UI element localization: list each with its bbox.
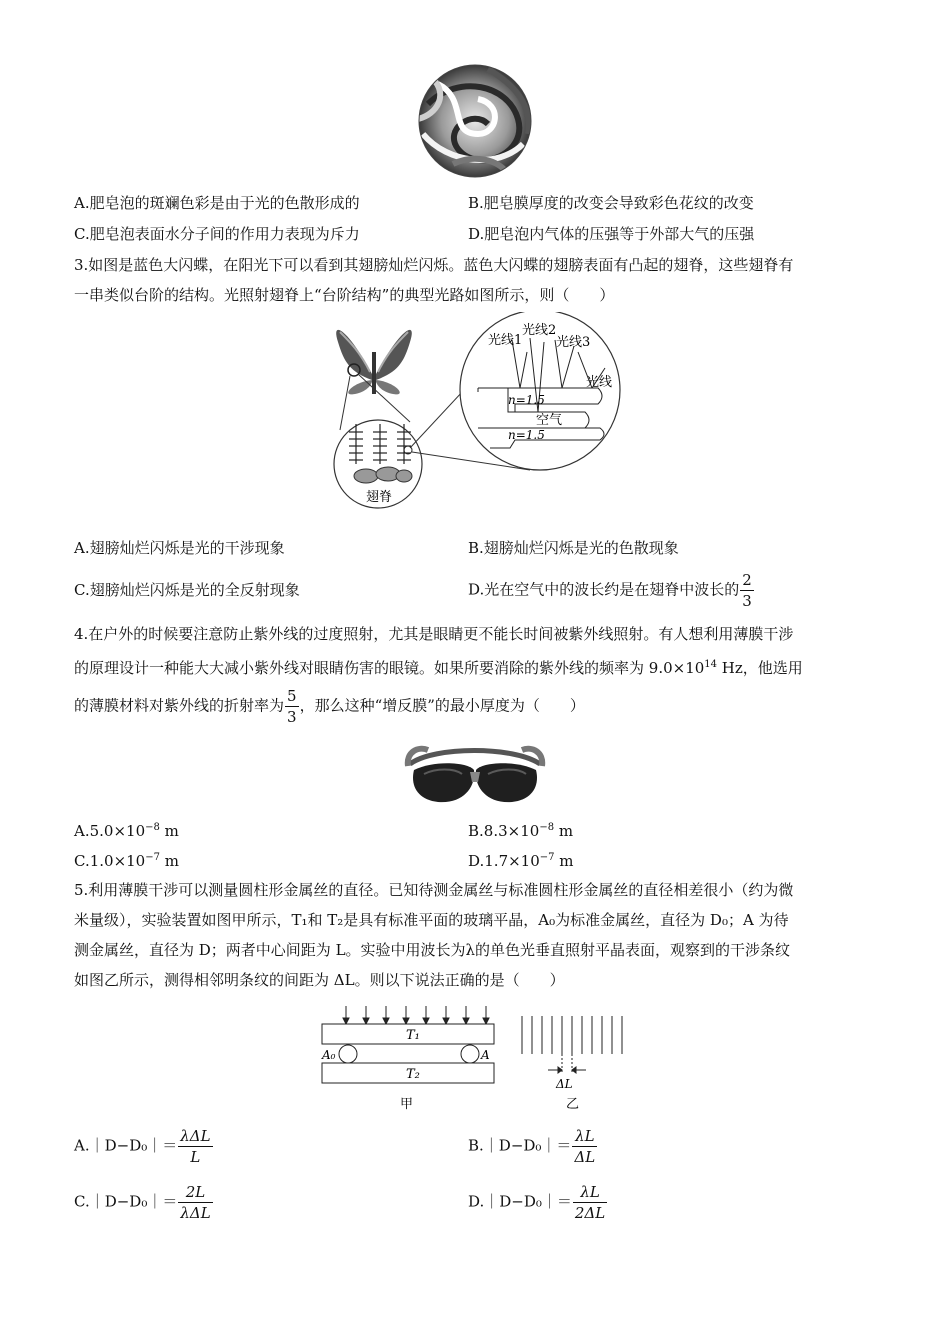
option-text: B.｜D−D₀｜＝ <box>468 1136 572 1155</box>
q3-option-c: C.翅膀灿烂闪烁是光的全反射现象 <box>74 581 300 599</box>
fraction-denominator: 2ΔL <box>574 1204 606 1222</box>
q3-stem-line-2: 一串类似台阶的结构。光照射翅脊上“台阶结构”的典型光路如图所示，则（ ） <box>74 286 615 304</box>
q5-interference-figure <box>316 1004 636 1114</box>
q5-stem-line-1: 5.利用薄膜干涉可以测量圆柱形金属丝的直径。已知待测金属丝与标准圆柱形金属丝的直径相差很小（约为微 <box>74 881 794 899</box>
option-text: A.｜D−D₀｜＝ <box>74 1136 178 1155</box>
q5-option-a <box>74 1126 214 1167</box>
q3-option-b: B.翅膀灿烂闪烁是光的色散现象 <box>468 539 679 557</box>
q3-option-d-fraction <box>740 570 754 611</box>
n-bottom-label: n=1.5 <box>508 428 545 442</box>
option-unit: m <box>159 852 179 870</box>
option-exponent: −7 <box>145 852 160 863</box>
ray1-label: 光线1 <box>488 333 523 348</box>
option-text: A.5.0×10 <box>74 822 146 840</box>
q3-option-d <box>468 570 755 611</box>
option-text: C.1.0×10 <box>74 852 146 870</box>
q4-line3-tail: ，那么这种“增反膜”的最小厚度为（ ） <box>299 696 585 715</box>
n-top-label: n=1.5 <box>508 393 545 407</box>
fraction-numerator: 2L <box>178 1182 212 1203</box>
option-fraction <box>572 1126 597 1167</box>
fraction-denominator: λΔL <box>180 1204 211 1222</box>
q3-butterfly-figure <box>330 312 630 512</box>
q4-frequency-exponent: 14 <box>704 659 718 670</box>
q4-option-b <box>468 818 573 841</box>
q4-stem-line-2 <box>74 655 803 678</box>
q3-stem-line-1: 3.如图是蓝色大闪蝶，在阳光下可以看到其翅膀灿烂闪烁。蓝色大闪蝶的翅膀表面有凸起的翅脊，这些翅脊有 <box>74 256 794 274</box>
fraction-numerator: 5 <box>287 687 297 705</box>
option-exponent: −8 <box>539 822 555 833</box>
ray4-label: 光线 <box>586 375 613 390</box>
air-label: 空气 <box>536 413 563 428</box>
delta-l-label: ΔL <box>556 1077 573 1091</box>
option-fraction <box>573 1182 607 1223</box>
fraction-denominator: 3 <box>287 708 297 726</box>
option-fraction <box>178 1182 212 1223</box>
option-fraction <box>178 1126 212 1167</box>
option-unit: m <box>159 822 179 840</box>
sunglasses-image <box>404 742 546 808</box>
q5-stem-line-2: 米量级），实验装置如图甲所示，T₁和 T₂是具有标准平面的玻璃平晶，A₀为标准金属丝，直径为 D₀；A 为待 <box>74 911 789 929</box>
q2-option-c: C.肥皂泡表面水分子间的作用力表现为斥力 <box>74 225 360 243</box>
option-text: C.｜D−D₀｜＝ <box>74 1192 178 1211</box>
q2-option-d: D.肥皂泡内气体的压强等于外部大气的压强 <box>468 225 755 243</box>
fraction-denominator: ΔL <box>574 1148 596 1166</box>
a0-label: A₀ <box>322 1048 336 1062</box>
q2-option-b: B.肥皂膜厚度的改变会导致彩色花纹的改变 <box>468 194 754 212</box>
t2-label: T₂ <box>406 1067 420 1082</box>
option-text: B.8.3×10 <box>468 822 540 840</box>
q4-option-c <box>74 848 179 871</box>
option-unit: m <box>554 822 574 840</box>
fraction-denominator: 3 <box>742 592 752 610</box>
butterfly-icon <box>336 330 412 395</box>
ridge-label: 翅脊 <box>366 490 393 505</box>
q2-option-a: A.肥皂泡的斑斓色彩是由于光的色散形成的 <box>74 194 360 212</box>
a-label: A <box>481 1048 490 1062</box>
q4-stem-line-3 <box>74 686 585 727</box>
q3-option-d-text: D.光在空气中的波长约是在翅脊中波长的 <box>468 580 740 599</box>
q4-index-fraction <box>285 686 299 727</box>
option-unit: m <box>554 852 574 870</box>
q4-option-d <box>468 848 574 871</box>
q5-stem-line-3: 测金属丝，直径为 D；两者中心间距为 L。实验中用波长为λ的单色光垂直照射平晶表面，观察到的干涉条纹 <box>74 941 791 959</box>
fraction-numerator: λL <box>573 1182 607 1203</box>
q5-option-c <box>74 1182 214 1223</box>
ray2-label: 光线2 <box>522 323 557 338</box>
soap-bubble-image <box>418 64 532 178</box>
fraction-numerator: λΔL <box>180 1127 211 1145</box>
t1-label: T₁ <box>406 1028 420 1043</box>
fraction-numerator: λL <box>572 1126 597 1147</box>
option-text: D.｜D−D₀｜＝ <box>468 1192 572 1211</box>
fraction-denominator: L <box>190 1148 201 1166</box>
q3-option-a: A.翅膀灿烂闪烁是光的干涉现象 <box>74 539 285 557</box>
option-exponent: −8 <box>145 822 160 833</box>
q4-line2-unit: Hz，他选用 <box>717 659 803 677</box>
q5-option-b <box>468 1126 598 1167</box>
fraction-numerator: 2 <box>742 571 752 589</box>
figure-jia-label: 甲 <box>400 1097 414 1112</box>
option-text: D.1.7×10 <box>468 852 540 870</box>
q4-line2-text: 的原理设计一种能大大减小紫外线对眼睛伤害的眼镜。如果所要消除的紫外线的频率为 9.0×10 <box>74 659 705 677</box>
q4-line3-text: 的薄膜材料对紫外线的折射率为 <box>74 696 285 715</box>
q4-stem-line-1: 4.在户外的时候要注意防止紫外线的过度照射，尤其是眼睛更不能长时间被紫外线照射。有人想利用薄膜干涉 <box>74 625 794 643</box>
option-exponent: −7 <box>539 852 555 863</box>
figure-yi-label: 乙 <box>566 1097 580 1112</box>
q4-option-a <box>74 818 179 841</box>
q5-stem-line-4: 如图乙所示，测得相邻明条纹的间距为 ΔL。则以下说法正确的是（ ） <box>74 971 565 989</box>
q5-option-d <box>468 1182 608 1223</box>
ray3-label: 光线3 <box>556 335 591 350</box>
